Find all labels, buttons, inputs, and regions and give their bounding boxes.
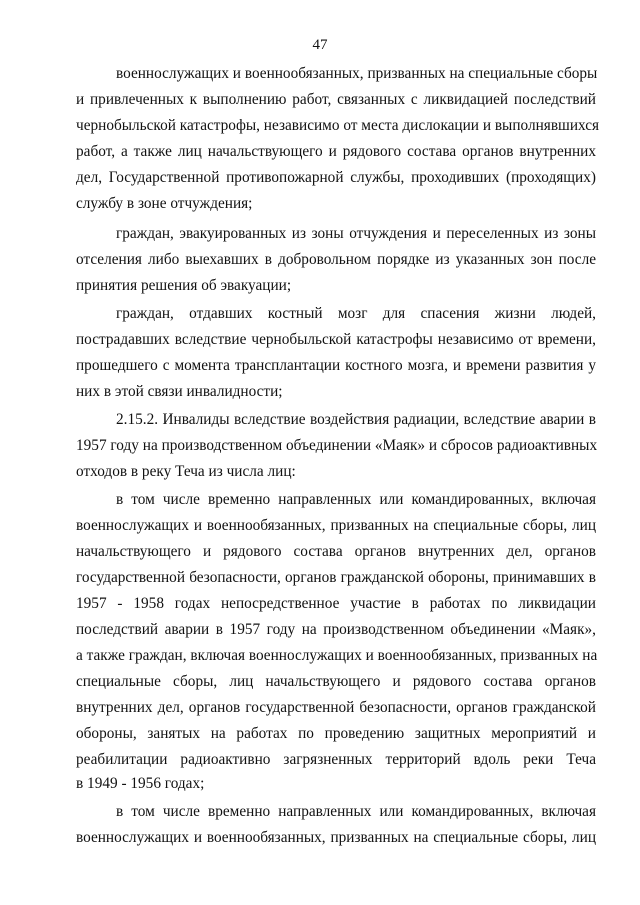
text-line: принятия решения об эвакуации; bbox=[76, 277, 292, 294]
text-line: внутренних дел, органов государственной безопасности, органов гражданской bbox=[76, 699, 596, 716]
text-line: отходов в реку Теча из числа лиц: bbox=[76, 463, 296, 480]
text-line: в 1949 - 1956 годах; bbox=[76, 775, 205, 792]
page-number: 47 bbox=[312, 37, 328, 53]
text-line: обороны, занятых на работах по проведению защитных мероприятий и bbox=[76, 725, 596, 742]
text-line: отселения либо выехавших в добровольном порядке из указанных зон после bbox=[76, 251, 596, 268]
text-line: и привлеченных к выполнению работ, связанных с ликвидацией последствий bbox=[76, 91, 596, 108]
text-line: военнослужащих и военнообязанных, призванных на специальные сборы, лиц bbox=[76, 829, 596, 846]
text-line: в том числе временно направленных или командированных, включая bbox=[116, 491, 596, 508]
text-line: чернобыльской катастрофы, независимо от места дислокации и выполнявшихся bbox=[76, 117, 600, 134]
text-line: работ, а также лиц начальствующего и рядового состава органов внутренних bbox=[76, 143, 596, 160]
text-line: 1957 году на производственном объединении «Маяк» и сбросов радиоактивных bbox=[76, 437, 598, 454]
text-line: службу в зоне отчуждения; bbox=[76, 195, 253, 212]
text-line: военнослужащих и военнообязанных, призванных на специальные сборы, лиц bbox=[76, 517, 596, 534]
text-line: специальные сборы, лиц начальствующего и рядового состава органов bbox=[76, 673, 596, 690]
text-line: 2.15.2. Инвалиды вследствие воздействия радиации, вследствие аварии в bbox=[116, 411, 596, 428]
text-line: пострадавших вследствие чернобыльской катастрофы независимо от времени, bbox=[76, 331, 596, 348]
text-line: военнослужащих и военнообязанных, призванных на специальные сборы bbox=[116, 65, 598, 82]
text-line: прошедшего с момента трансплантации костного мозга, и времени развития у bbox=[76, 357, 596, 374]
text-line: них в этой связи инвалидности; bbox=[76, 383, 283, 400]
text-line: начальствующего и рядового состава органов внутренних дел, органов bbox=[76, 543, 596, 560]
text-line: государственной безопасности, органов гражданской обороны, принимавших в bbox=[76, 569, 596, 586]
text-line: а также граждан, включая военнослужащих и военнообязанных, призванных на bbox=[76, 647, 598, 664]
text-line: граждан, эвакуированных из зоны отчуждения и переселенных из зоны bbox=[116, 225, 596, 242]
text-line: 1957 - 1958 годах непосредственное участие в работах по ликвидации bbox=[76, 595, 596, 612]
text-line: в том числе временно направленных или командированных, включая bbox=[116, 803, 596, 820]
text-line: реабилитации радиоактивно загрязненных территорий вдоль реки Теча bbox=[76, 751, 596, 768]
text-line: дел, Государственной противопожарной службы, проходивших (проходящих) bbox=[76, 169, 596, 186]
text-line: граждан, отдавших костный мозг для спасения жизни людей, bbox=[116, 305, 596, 322]
text-line: последствий аварии в 1957 году на производственном объединении «Маяк», bbox=[76, 621, 596, 638]
